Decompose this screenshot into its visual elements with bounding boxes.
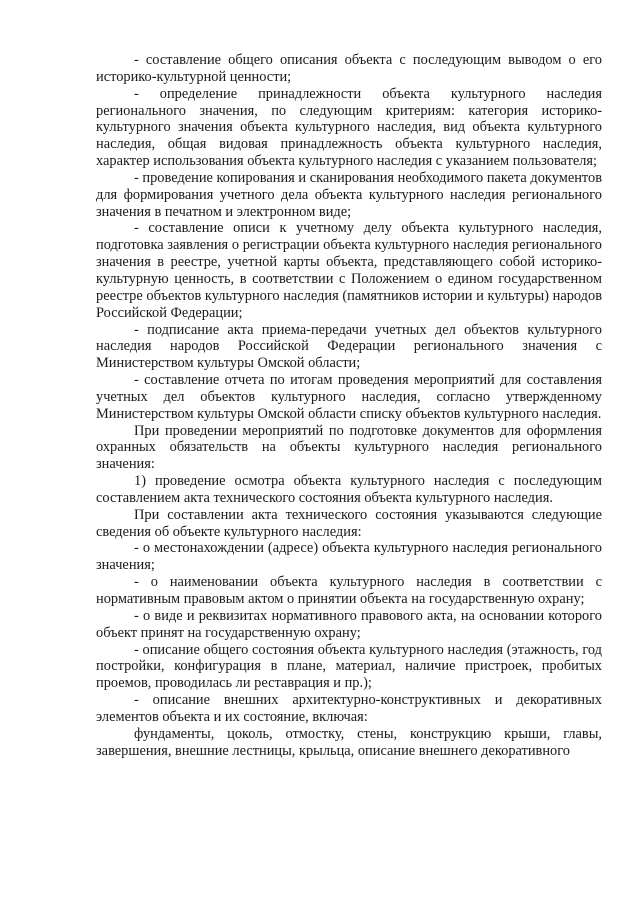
paragraph: - о виде и реквизитах нормативного правового акта, на основании которого объект принят на государственную охрану;: [96, 607, 602, 641]
paragraph: - проведение копирования и сканирования необходимого пакета документов для формирования учетного дела объекта культурного наследия регионального значения в печатном и электронном виде;: [96, 169, 602, 220]
paragraph: - подписание акта приема-передачи учетных дел объектов культурного наследия народов Российской Федерации регионального значения с Министерством культуры Омской области;: [96, 321, 602, 372]
body-text: [96, 52, 602, 759]
paragraph: фундаменты, цоколь, отмостку, стены, конструкцию крыши, главы, завершения, внешние лестницы, крыльца, описание внешнего декоративного: [96, 725, 602, 759]
paragraph: - описание общего состояния объекта культурного наследия (этажность, год постройки, конфигурация в плане, материал, наличие пристроек, пробитых проемов, проводилась ли реставрация и пр.);: [96, 641, 602, 692]
paragraph: - составление общего описания объекта с последующим выводом о его историко-культурной ценности;: [96, 52, 602, 85]
paragraph: При составлении акта технического состояния указываются следующие сведения об объекте культурного наследия:: [96, 506, 602, 540]
paragraph: - составление описи к учетному делу объекта культурного наследия, подготовка заявления о регистрации объекта культурного наследия регионального значения в реестре, учетной карты объекта, представляющего собой историко-культурную ценность, в соответствии с Положением о едином государственном реестре объектов культурного наследия (памятников истории и культуры) народов Российской Федерации;: [96, 220, 602, 321]
paragraph: - описание внешних архитектурно-конструктивных и декоративных элементов объекта и их состояние, включая:: [96, 692, 602, 725]
paragraph: При проведении мероприятий по подготовке документов для оформления охранных обязательств на объекты культурного наследия регионального значения:: [96, 422, 602, 473]
paragraph: - о наименовании объекта культурного наследия в соответствии с нормативным правовым актом о принятии объекта на государственную охрану;: [96, 574, 602, 607]
paragraph: - о местонахождении (адресе) объекта культурного наследия регионального значения;: [96, 540, 602, 574]
paragraph: 1) проведение осмотра объекта культурного наследия с последующим составлением акта технического состояния объекта культурного наследия.: [96, 473, 602, 506]
paragraph: - составление отчета по итогам проведения мероприятий для составления учетных дел объектов культурного наследия, согласно утвержденному Министерством культуры Омской области списку объектов культурного наследия.: [96, 372, 602, 422]
paragraph: - определение принадлежности объекта культурного наследия регионального значения, по следующим критериям: категория историко-культурного значения объекта культурного наследия, вид объекта культурного наследия, общая видовая принадлежность объекта культурного наследия, характер использования объекта культурного наследия с указанием пользователя;: [96, 85, 602, 170]
